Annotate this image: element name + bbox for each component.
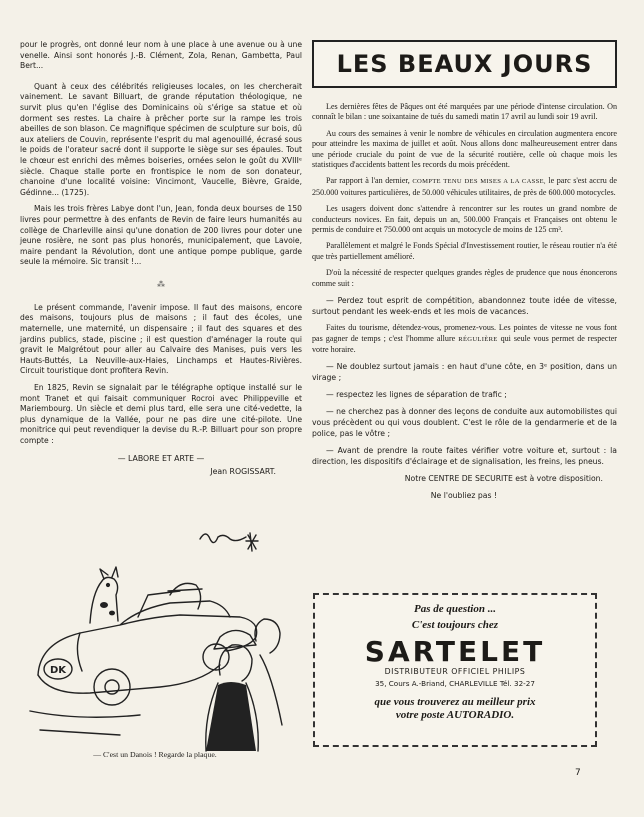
rule-3: — respectez les lignes de séparation de trafic ; [326, 390, 507, 400]
right-paragraph-5: Parallèlement et malgré le Fonds Spécial d'Investissement routier, le réseau routier n'a été que très partiellement amélioré. [312, 241, 617, 261]
cartoon-illustration [20, 525, 290, 753]
ad-line-4: votre poste AUTORADIO. [395, 709, 515, 721]
page-number: 7 [575, 768, 581, 778]
license-plate: DK [49, 665, 67, 676]
p3-smallcaps: COMPTE TENU DES MISES A LA CASSE, [412, 178, 546, 186]
cartoon-caption: — C'est un Danois ! Regarde la plaque. [93, 750, 217, 759]
left-paragraph-3: Mais les trois frères Labye dont l'un, Jean, fonda deux bourses de 150 livres pour permettre à des enfants de Revin de faire leurs humanités au collège de Charleville ainsi qu'une donation de 200 livres pour doter une jeune rosière, ne sont pas plus honorés, municipalement, que Lavoie, maire pendant la Révolution, dont une antique pompe publique, garde seule la mémoire. Sic transit !... [20, 204, 302, 267]
cartoon-drawing [20, 525, 290, 753]
right-paragraph-4: Les usagers doivent donc s'attendre à rencontrer sur les routes un grand nombre de conducteurs novices. En fait, depuis un an, 500.000 Français et Françaises ont obtenu le permis de conduire et 750.000 ont acquis un motocycle de moins de 125 cm³. [312, 204, 617, 235]
right-paragraph-7 [312, 323, 617, 355]
title-box [312, 40, 617, 88]
rule-2: — Ne doublez surtout jamais : en haut d'une côte, en 3ᵉ position, dans un virage ; [312, 362, 617, 383]
ad-distributor: DISTRIBUTEUR OFFICIEL PHILIPS [384, 667, 526, 676]
author-name: Jean ROGISSART. [210, 466, 276, 476]
left-paragraph-2: Quant à ceux des célébrités religieuses locales, on les chercherait vainement. Le savant Billuart, de grande réputation théologique, ne survit plus qu'en l'église des Dominicains où s'érige sa statue et où dorment ses restes. La chaire à prêcher porte sur la rampe les trois abeilles de son blason. Ce magnifique spécimen de sculpture sur bois, dû aux ateliers de Couvin, représente l'esprit du mal agenouillé, écrasé sous le poids de l'orateur sacré dont il supporte le siège sur ses épaules. Tout le chœur est enrichi des mêmes boiseries, ornées selon le goût du XVIIIᵉ siècle. Chaque stalle porte en frontispice le nom de son donateur, chanoine d'une localité voisine: Vincimont, Vaucelle, Bièvre, Graide, Gédinne... (1725). [20, 81, 302, 197]
left-paragraph-4: Le présent commande, l'avenir impose. Il faut des maisons, encore des maisons, toujours plus de maisons ; il faut des écoles, une maternelle, une maternité, un dispensaire ; il faut des squares et des jardins publics, stade, piscine ; il est question d'aménager la route qui gravit le Malgrétout pour aller au Calvaire des Manises, puis vers les Hauts-Buttés, La Neuville-aux-Haies, Linchamps et Hautes-Rivières. Circuit touristique dont profitera Revin. [20, 302, 302, 376]
p3-end: le parc s'est accru de 250.000 voitures particulières, de 50.000 véhicules utilitaires, de près de 600.000 motocycles. [312, 176, 617, 197]
p3-start: Par rapport à l'an dernier, [326, 176, 410, 186]
ad-line-1: Pas de question ... [414, 603, 496, 615]
p7-smallcaps: RÉGULIÈRE [458, 335, 498, 343]
ad-line-2: C'est toujours chez [411, 619, 499, 631]
article-left-column [20, 40, 302, 477]
sartelet-advertisement [313, 593, 597, 747]
article-title: LES BEAUX JOURS [336, 50, 593, 78]
rule-5: — Avant de prendre la route faites vérifier votre voiture et, surtout : la direction, les dispositifs d'éclairage et de signalisation, les freins, les pneus. [312, 446, 617, 467]
rule-4: — ne cherchez pas à donner des leçons de conduite aux automobilistes qui vous précèdent ou qui vous doublent. C'est le rôle de la gendarmerie et de la police, pas le vôtre ; [312, 407, 617, 439]
ad-line-3: que vous trouverez au meilleur prix [374, 696, 536, 708]
right-paragraph-3 [312, 176, 617, 198]
ad-address: 35, Cours A.-Briand, CHARLEVILLE Tél. 32-27 [375, 679, 535, 688]
closing-line-1: Notre CENTRE DE SECURITE est à votre disposition. [404, 474, 603, 484]
motto: — LABORE ET ARTE — [117, 453, 205, 463]
ad-brand: SARTELET [364, 635, 546, 668]
right-paragraph-2: Au cours des semaines à venir le nombre de véhicules en circulation augmentera encore pour atteindre les maxima de juillet et août. Nous allons donc malheureusement entrer dans une période cruciale du point de vue de la sécurité routière, celle où chaque mois les statistiques d'accidents battent les records du mois précédent. [312, 128, 617, 170]
section-separator: ⁂ [157, 279, 165, 289]
p7-end: qui seule vous permet de respecter votre horaire. [312, 333, 618, 354]
right-paragraph-1: Les dernières fêtes de Pâques ont été marquées par une période d'intense circulation. On connaît le bilan : une soixantaine de tués du samedi matin 17 avril au lundi soir 19 avril. [312, 102, 617, 122]
article-signature [20, 453, 302, 477]
closing-line-2: Ne l'oubliez pas ! [430, 491, 497, 501]
left-paragraph-5: En 1825, Revin se signalait par le télégraphe optique installé sur le mont Tranet et qui faisait communiquer Rocroi avec Philippeville et Mariembourg. Un siècle et demi plus tard, elle sera une cité-vedette, la plus dynamique de la Vallée, pour ne pas dire une cité-pilote. Une monitrice qui peut revendiquer la devise du R.-P. Billuart pour son propre compte : [20, 383, 302, 445]
p7-start: Faites du tourisme, détendez-vous, promenez-vous. Les pointes de vitesse ne vous font pas gagner de temps ; c'est l'homme allure [312, 323, 617, 343]
rule-1: — Perdez tout esprit de compétition, abandonnez toute idée de vitesse, surtout pendant les week-ends et les mois de vacances. [312, 296, 617, 317]
left-paragraph-1: pour le progrès, ont donné leur nom à une place à une avenue ou à une venelle. Ainsi sont honorés J.-B. Clément, Zola, Renan, Gambetta, Paul Bert... [20, 40, 302, 71]
right-paragraph-6: D'où la nécessité de respecter quelques grandes règles de prudence que nous énoncerons comme suit : [312, 268, 617, 288]
article-right-column [312, 40, 617, 507]
